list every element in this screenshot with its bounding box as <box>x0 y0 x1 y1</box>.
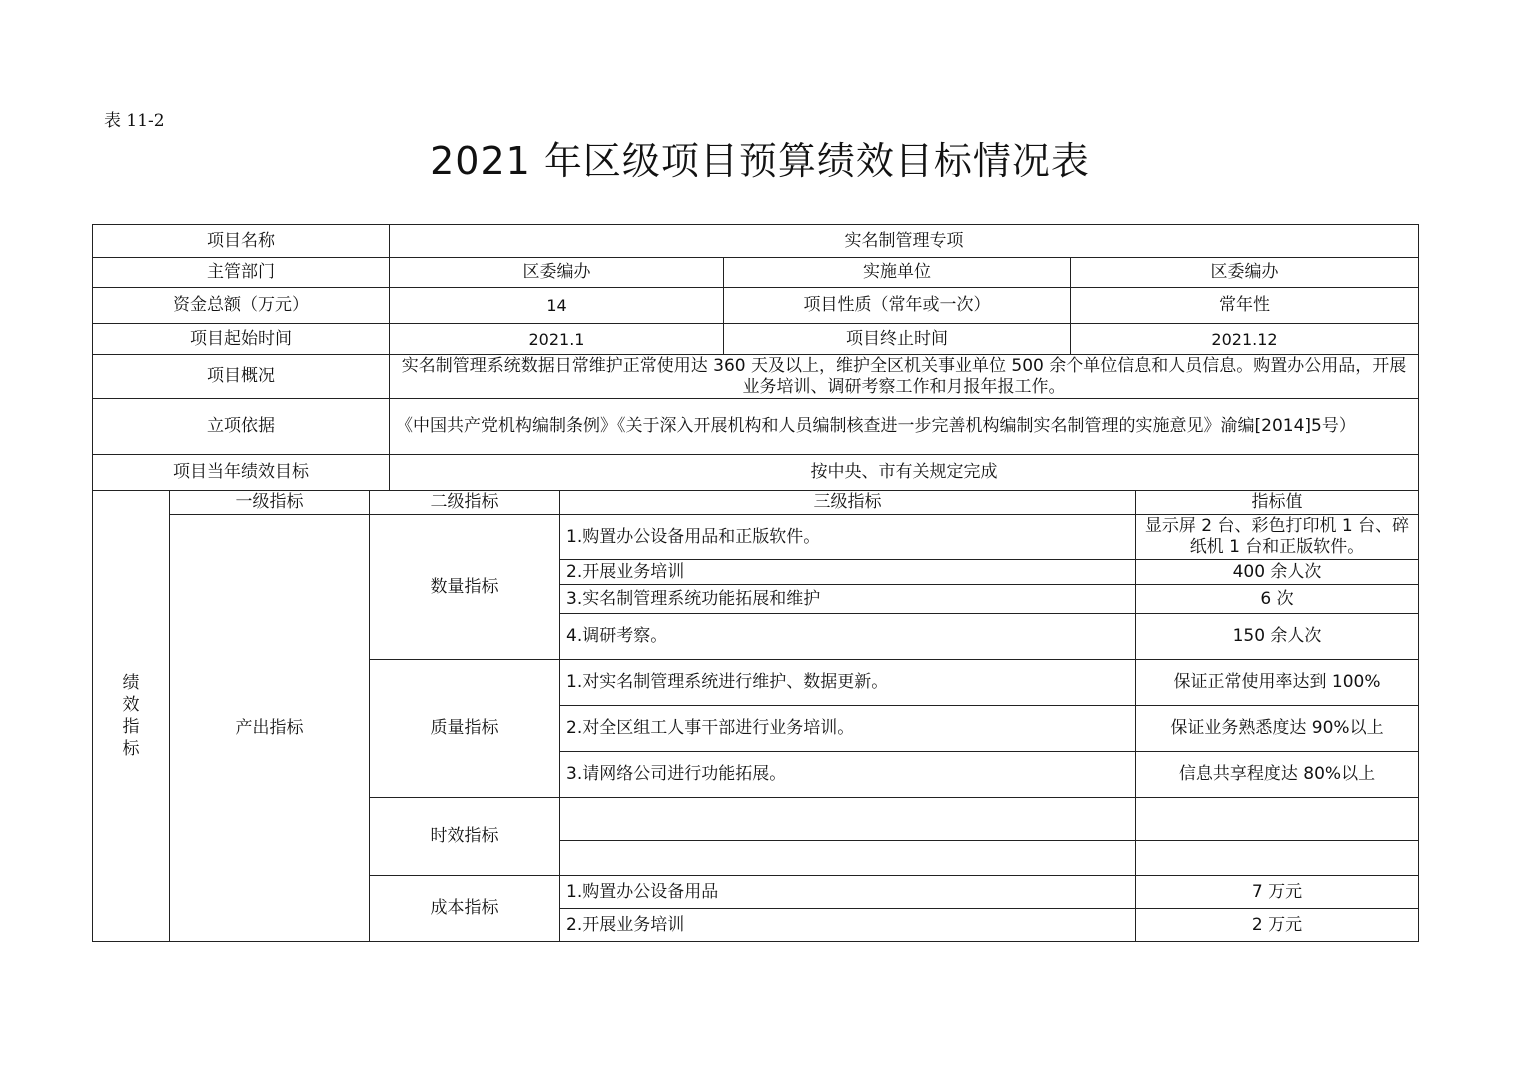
start-time-value: 2021.1 <box>390 324 724 355</box>
level2-quality: 质量指标 <box>370 660 560 798</box>
section-label-performance: 绩效指标 <box>93 491 170 942</box>
quantity-item-4: 4.调研考察。 <box>560 614 1136 660</box>
dept-value: 区委编办 <box>390 258 724 288</box>
overview-value: 实名制管理系统数据日常维护正常使用达 360 天及以上，维护全区机关事业单位 500 余个单位信息和人员信息。购置办公用品，开展业务培训、调研考察工作和月报年报工作。 <box>390 355 1419 399</box>
quantity-item-3: 3.实名制管理系统功能拓展和维护 <box>560 585 1136 614</box>
cost-item-2: 2.开展业务培训 <box>560 909 1136 942</box>
project-name-value: 实名制管理专项 <box>390 225 1419 258</box>
fund-total-value: 14 <box>390 288 724 324</box>
performance-indicators-table <box>92 490 1419 942</box>
dept-label: 主管部门 <box>93 258 390 288</box>
header-level3: 三级指标 <box>560 491 1136 515</box>
table-row <box>93 288 1419 324</box>
table-row <box>93 355 1419 399</box>
level2-quantity: 数量指标 <box>370 515 560 660</box>
quality-value-2: 保证业务熟悉度达 90%以上 <box>1136 706 1419 752</box>
annual-goal-value: 按中央、市有关规定完成 <box>390 455 1419 491</box>
impl-unit-label: 实施单位 <box>724 258 1071 288</box>
project-nature-value: 常年性 <box>1071 288 1419 324</box>
timeliness-value-1 <box>1136 798 1419 841</box>
table-row <box>93 324 1419 355</box>
level2-cost: 成本指标 <box>370 876 560 942</box>
level2-timeliness: 时效指标 <box>370 798 560 876</box>
basis-label: 立项依据 <box>93 399 390 455</box>
project-name-label: 项目名称 <box>93 225 390 258</box>
table-row <box>93 225 1419 258</box>
header-level1: 一级指标 <box>170 491 370 515</box>
end-time-value: 2021.12 <box>1071 324 1419 355</box>
table-header-row <box>93 491 1419 515</box>
document-title: 2021 年区级项目预算绩效目标情况表 <box>430 139 1090 183</box>
quantity-value-2: 400 余人次 <box>1136 560 1419 585</box>
quantity-value-4: 150 余人次 <box>1136 614 1419 660</box>
project-info-table <box>92 224 1419 491</box>
annual-goal-label: 项目当年绩效目标 <box>93 455 390 491</box>
quality-item-1: 1.对实名制管理系统进行维护、数据更新。 <box>560 660 1136 706</box>
start-time-label: 项目起始时间 <box>93 324 390 355</box>
cost-value-2: 2 万元 <box>1136 909 1419 942</box>
timeliness-value-2 <box>1136 841 1419 876</box>
fund-total-label: 资金总额（万元） <box>93 288 390 324</box>
impl-unit-value: 区委编办 <box>1071 258 1419 288</box>
table-row <box>93 515 1419 560</box>
quality-value-1: 保证正常使用率达到 100% <box>1136 660 1419 706</box>
header-level2: 二级指标 <box>370 491 560 515</box>
header-value: 指标值 <box>1136 491 1419 515</box>
project-nature-label: 项目性质（常年或一次） <box>724 288 1071 324</box>
quantity-item-2: 2.开展业务培训 <box>560 560 1136 585</box>
quantity-value-3: 6 次 <box>1136 585 1419 614</box>
cost-item-1: 1.购置办公设备用品 <box>560 876 1136 909</box>
quality-item-3: 3.请网络公司进行功能拓展。 <box>560 752 1136 798</box>
basis-value: 《中国共产党机构编制条例》《关于深入开展机构和人员编制核查进一步完善机构编制实名制管理的实施意见》渝编[2014]5号） <box>390 399 1419 455</box>
table-number-label: 表 11-2 <box>104 111 165 131</box>
end-time-label: 项目终止时间 <box>724 324 1071 355</box>
table-row <box>93 455 1419 491</box>
quality-value-3: 信息共享程度达 80%以上 <box>1136 752 1419 798</box>
timeliness-item-2 <box>560 841 1136 876</box>
cost-value-1: 7 万元 <box>1136 876 1419 909</box>
table-row <box>93 258 1419 288</box>
quality-item-2: 2.对全区组工人事干部进行业务培训。 <box>560 706 1136 752</box>
quantity-value-1: 显示屏 2 台、彩色打印机 1 台、碎纸机 1 台和正版软件。 <box>1136 515 1419 560</box>
overview-label: 项目概况 <box>93 355 390 399</box>
level1-output: 产出指标 <box>170 515 370 942</box>
timeliness-item-1 <box>560 798 1136 841</box>
table-row <box>93 399 1419 455</box>
quantity-item-1: 1.购置办公设备用品和正版软件。 <box>560 515 1136 560</box>
